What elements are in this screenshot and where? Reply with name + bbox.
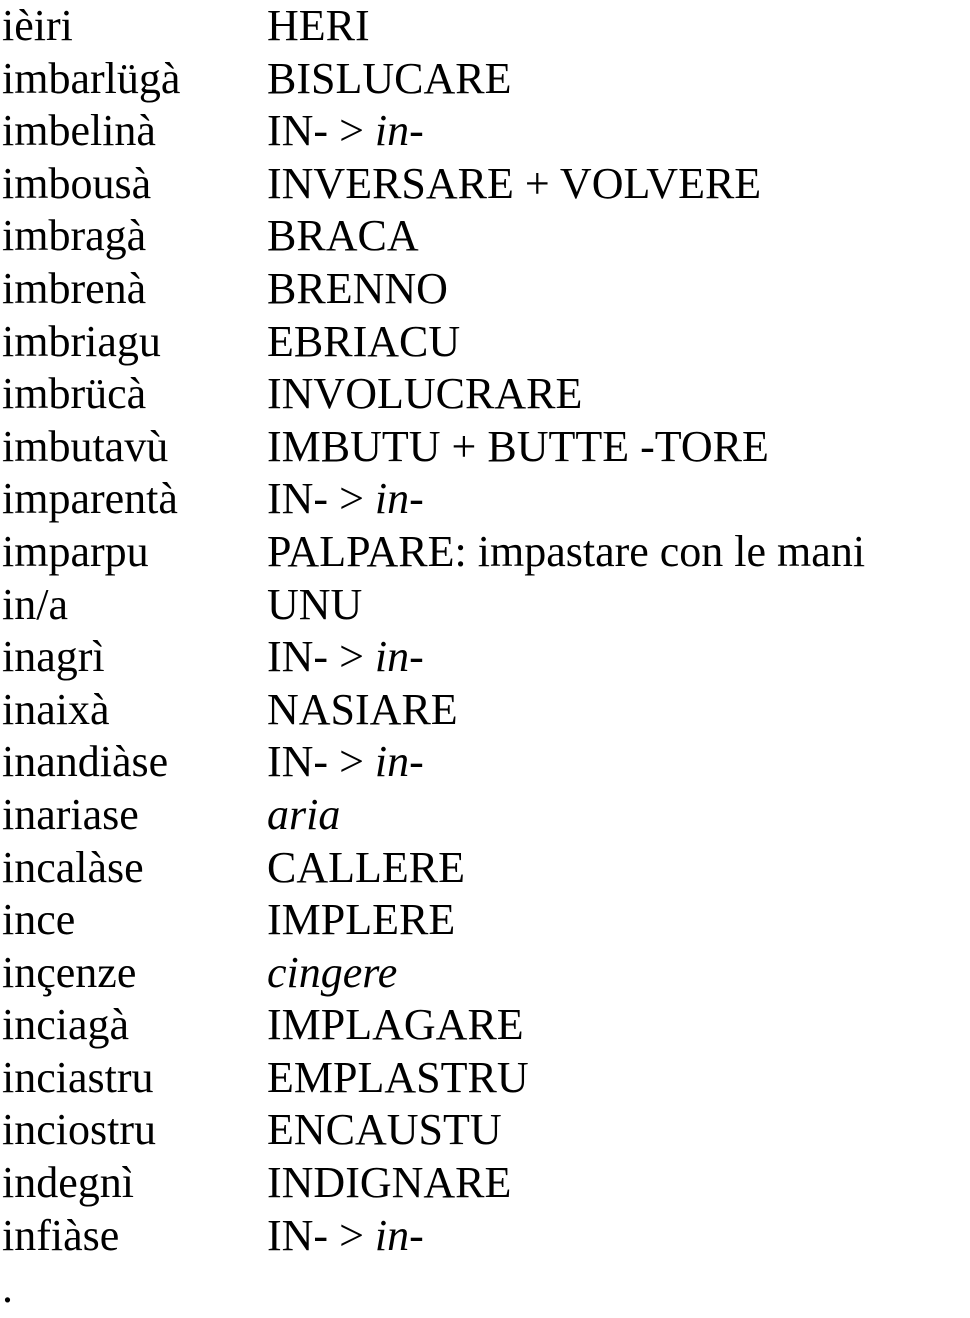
etymon [267,789,962,842]
dialect-term: inçenze [2,947,137,997]
etymon [267,473,962,526]
dialect-term: imbrenà [2,263,147,313]
glossary-row [2,1052,962,1105]
glossary-row [2,789,962,842]
dialect-term: imbelinà [2,106,156,156]
etymon-part: IN- > [267,1210,375,1260]
etymon-italic-part: in- [374,106,424,156]
etymon [267,894,962,947]
dialect-term: inciastru [2,1052,154,1102]
glossary-row [2,1210,962,1263]
glossary-row [2,526,962,579]
glossary-list [2,0,962,1315]
etymon-part: EMPLASTRU [267,1052,529,1102]
glossary-row [2,999,962,1052]
etymon-part: BRENNO [267,263,448,313]
glossary-row [2,0,962,53]
etymon [267,1052,962,1105]
etymon-part: HERI [267,1,370,50]
glossary-row [2,105,962,158]
glossary-row [2,842,962,895]
etymon-part: BISLUCARE [267,53,512,103]
etymon [267,684,962,737]
etymon [267,579,962,632]
etymon [267,1210,962,1263]
etymon [267,1104,962,1157]
dialect-term: inariase [2,789,139,839]
etymon [267,631,962,684]
etymon-part: INDIGNARE [267,1158,512,1208]
etymon-part: PALPARE: impastare con le mani [267,526,866,576]
etymon-part: CALLERE [267,842,465,892]
glossary-row [2,1157,962,1210]
etymon-italic-part: cingere [267,947,398,997]
etymon-part: IN- > [267,474,375,524]
glossary-row [2,158,962,211]
dialect-term: incalàse [2,842,144,892]
etymon-italic-part: aria [267,789,341,839]
etymon [267,53,962,106]
etymon-part: IMPLERE [267,895,456,945]
etymon-part: INVERSARE + VOLVERE [267,158,762,208]
etymon [267,842,962,895]
etymon-italic-part: in- [374,632,424,682]
etymon-part: IMPLAGARE [267,1000,524,1050]
etymon [267,316,962,369]
glossary-row [2,1104,962,1157]
glossary-row [2,684,962,737]
etymon [267,0,962,53]
etymon [267,105,962,158]
etymon [267,999,962,1052]
dialect-term: inciostru [2,1105,156,1155]
dialect-term: imbarlügà [2,53,181,103]
glossary-row [2,421,962,474]
etymon [267,158,962,211]
dialect-term: inandiàse [2,737,169,787]
glossary-row [2,736,962,789]
dialect-term: imbriagu [2,316,161,366]
etymon [267,526,962,579]
etymon-part: ENCAUSTU [267,1105,502,1155]
trailing-period: . [2,1263,13,1313]
dialect-term: imbrücà [2,369,147,419]
dialect-term: ièiri [2,1,73,50]
dialect-term: imbragà [2,211,147,261]
dialect-term: imparpu [2,526,149,576]
etymon [267,736,962,789]
glossary-row [2,368,962,421]
etymon [267,947,962,1000]
dialect-term: inciagà [2,1000,130,1050]
glossary-row [2,473,962,526]
dialect-term: imbutavù [2,421,169,471]
etymon [267,1157,962,1210]
etymon-italic-part: in- [374,474,424,524]
etymon-part: EBRIACU [267,316,461,366]
etymon-part: IN- > [267,737,375,787]
dialect-term: in/a [2,579,68,629]
etymon-part: UNU [267,579,363,629]
glossary-row [2,53,962,106]
glossary-row [2,210,962,263]
etymon-part: IN- > [267,106,375,156]
etymon-part: BRACA [267,211,419,261]
etymon-part: INVOLUCRARE [267,369,583,419]
dialect-term: imbousà [2,158,152,208]
etymon [267,263,962,316]
dialect-term: inaixà [2,684,110,734]
dialect-term: inagrì [2,632,105,682]
glossary-row [2,631,962,684]
etymon-part: IMBUTU + BUTTE -TORE [267,421,769,471]
dialect-term: imparentà [2,474,178,524]
glossary-row [2,579,962,632]
dialect-term: infiàse [2,1210,120,1260]
glossary-row [2,894,962,947]
dialect-term: indegnì [2,1158,134,1208]
etymon-part: IN- > [267,632,375,682]
etymon-part: NASIARE [267,684,458,734]
etymon-italic-part: in- [374,1210,424,1260]
glossary-row [2,947,962,1000]
glossary-row [2,263,962,316]
dialect-term: ince [2,895,76,945]
glossary-row [2,316,962,369]
etymon [267,210,962,263]
etymon [267,368,962,421]
etymon [267,421,962,474]
etymon-italic-part: in- [374,737,424,787]
